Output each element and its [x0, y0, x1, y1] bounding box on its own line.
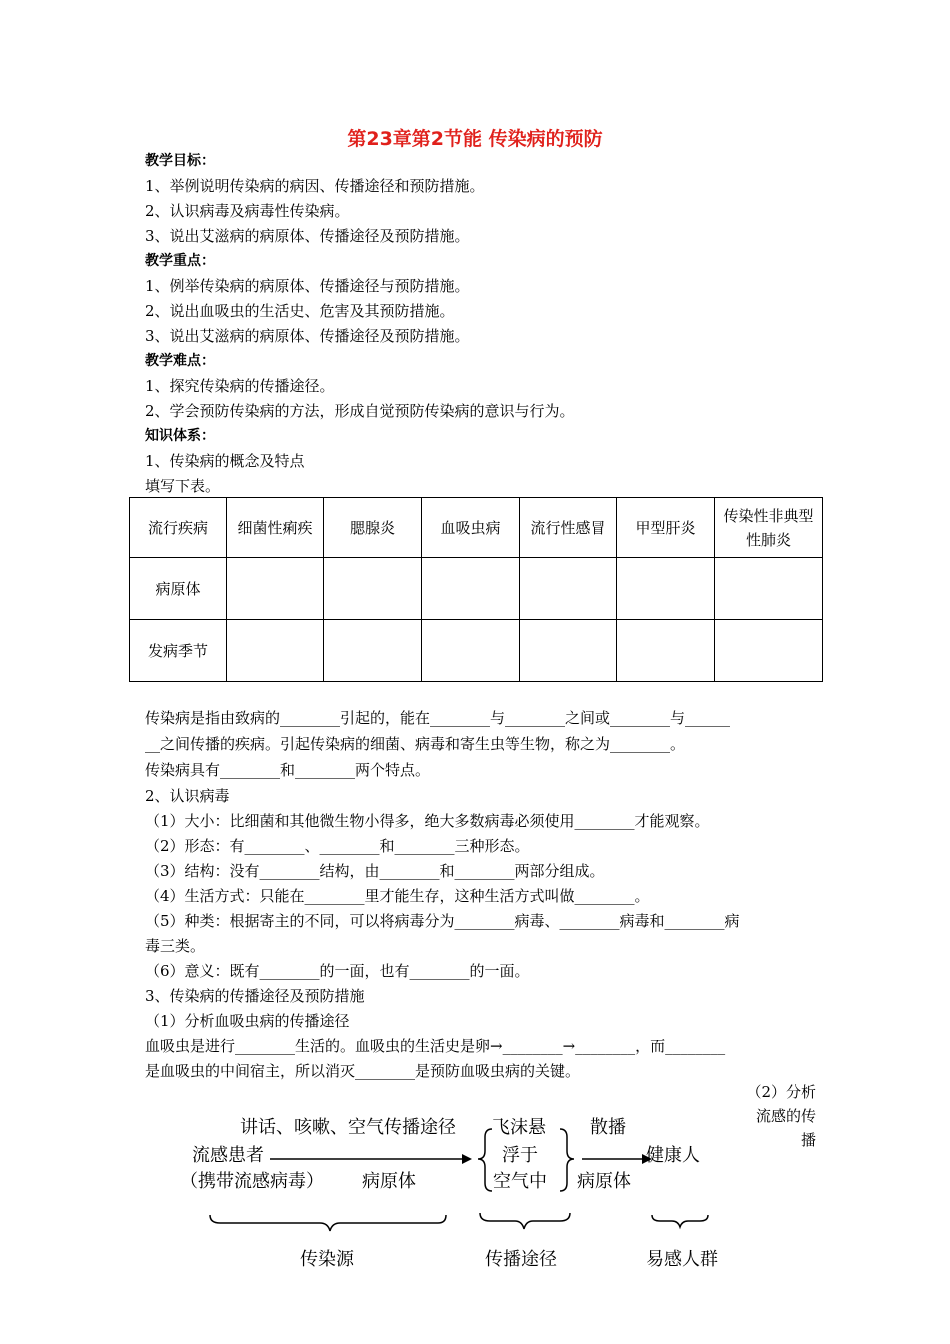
- fill-table-instruction: 填写下表。: [145, 477, 221, 495]
- table-header-cell: 传染性非典型性肺炎: [715, 498, 823, 558]
- blank-cell[interactable]: [617, 558, 715, 620]
- row-label: 发病季节: [130, 620, 227, 682]
- row-label: 病原体: [130, 558, 227, 620]
- blank-cell[interactable]: [617, 620, 715, 682]
- knowledge-heading: 知识体系：: [145, 428, 215, 444]
- difficulty-item: 2、学会预防传染病的方法，形成自觉预防传染病的意识与行为。: [145, 402, 575, 420]
- goals-heading: 教学目标：: [145, 153, 215, 169]
- virus-line: （2）形态：有________、________和________三种形态。: [145, 837, 530, 855]
- blank-cell[interactable]: [422, 620, 520, 682]
- virus-line: （1）大小：比细菌和其他微生物小得多，绝大多数病毒必须使用________才能观察。: [145, 812, 710, 830]
- susceptible-bracket: [652, 1215, 708, 1227]
- virus-heading: 2、认识病毒: [145, 787, 230, 805]
- table-header-cell: 腮腺炎: [324, 498, 422, 558]
- difficulties-heading: 教学难点：: [145, 353, 215, 369]
- healthy-person-text: 健康人: [646, 1145, 700, 1166]
- goal-item: 1、举例说明传染病的病因、传播途径和预防措施。: [145, 177, 485, 195]
- susceptible-label: 易感人群: [646, 1249, 718, 1270]
- blank-cell[interactable]: [715, 558, 823, 620]
- airborne-text-1: 浮于: [502, 1145, 538, 1166]
- virus-line: （5）种类：根据寄主的不同，可以将病毒分为________病毒、________病毒和________病: [145, 912, 740, 930]
- table-header-row: [130, 498, 823, 558]
- definition-line: 传染病是指由致病的________引起的，能在________与________之间或________与______: [145, 709, 731, 727]
- table-header-cell: 细菌性痢疾: [227, 498, 324, 558]
- disease-table: [129, 497, 823, 682]
- virus-line: （4）生活方式：只能在________里才能生存，这种生活方式叫做________。: [145, 887, 650, 905]
- source-bracket: [210, 1215, 446, 1231]
- pathogen-left-text: 病原体: [362, 1171, 416, 1192]
- carrier-text: （携带流感病毒）: [180, 1171, 324, 1192]
- airborne-text-2: 空气中: [493, 1171, 547, 1192]
- table-header-cell: 流行疾病: [130, 498, 227, 558]
- definition-line: __之间传播的疾病。引起传染病的细菌、病毒和寄生虫等生物，称之为________。: [145, 735, 686, 753]
- knowledge-subheading: 1、传染病的概念及特点: [145, 452, 305, 470]
- pathogen-right-text: 病原体: [577, 1171, 631, 1192]
- blank-cell[interactable]: [227, 558, 324, 620]
- source-label: 传染源: [300, 1249, 354, 1270]
- flu-transmission-diagram: [180, 1105, 740, 1285]
- route-line: 血吸虫是进行________生活的。血吸虫的生活史是卵→________→________，而________: [145, 1037, 726, 1055]
- blank-cell[interactable]: [520, 558, 617, 620]
- spread-text: 散播: [590, 1117, 626, 1138]
- key-point-item: 1、例举传染病的病原体、传播途径与预防措施。: [145, 277, 470, 295]
- table-row: [130, 558, 823, 620]
- key-point-item: 2、说出血吸虫的生活史、危害及其预防措施。: [145, 302, 455, 320]
- virus-line: （6）意义：既有________的一面，也有________的一面。: [145, 962, 530, 980]
- route-bracket: [480, 1213, 570, 1229]
- blank-cell[interactable]: [715, 620, 823, 682]
- route-line: （1）分析血吸虫病的传播途径: [145, 1012, 350, 1030]
- route-line: 是血吸虫的中间宿主，所以消灭________是预防血吸虫病的关键。: [145, 1062, 581, 1080]
- virus-line: （3）结构：没有________结构，由________和________两部分组成。: [145, 862, 605, 880]
- virus-line: 毒三类。: [145, 937, 206, 955]
- left-brace: [478, 1129, 492, 1191]
- table-header-cell: 甲型肝炎: [617, 498, 715, 558]
- blank-cell[interactable]: [422, 558, 520, 620]
- page-title: 第23章第2节能 传染病的预防: [347, 128, 603, 150]
- patient-text: 流感患者: [192, 1145, 264, 1166]
- route-heading: 3、传染病的传播途径及预防措施: [145, 987, 365, 1005]
- goal-item: 3、说出艾滋病的病原体、传播途径及预防措施。: [145, 227, 470, 245]
- arrow-head-left: [462, 1154, 472, 1164]
- goal-item: 2、认识病毒及病毒性传染病。: [145, 202, 350, 220]
- droplet-text: 飞沫悬: [492, 1117, 546, 1138]
- difficulty-item: 1、探究传染病的传播途径。: [145, 377, 335, 395]
- table-header-cell: 流行性感冒: [520, 498, 617, 558]
- transmission-means-text: 讲话、咳嗽、空气传播途径: [240, 1117, 456, 1138]
- blank-cell[interactable]: [324, 558, 422, 620]
- table-header-cell: 血吸虫病: [422, 498, 520, 558]
- blank-cell[interactable]: [520, 620, 617, 682]
- table-row: [130, 620, 823, 682]
- blank-cell[interactable]: [324, 620, 422, 682]
- route-label: 传播途径: [485, 1249, 557, 1270]
- definition-line: 传染病具有________和________两个特点。: [145, 761, 431, 779]
- flu-analysis-note: （2）分析流感的传播: [746, 1083, 816, 1149]
- key-points-heading: 教学重点：: [145, 253, 215, 269]
- right-brace: [560, 1129, 574, 1191]
- blank-cell[interactable]: [227, 620, 324, 682]
- key-point-item: 3、说出艾滋病的病原体、传播途径及预防措施。: [145, 327, 470, 345]
